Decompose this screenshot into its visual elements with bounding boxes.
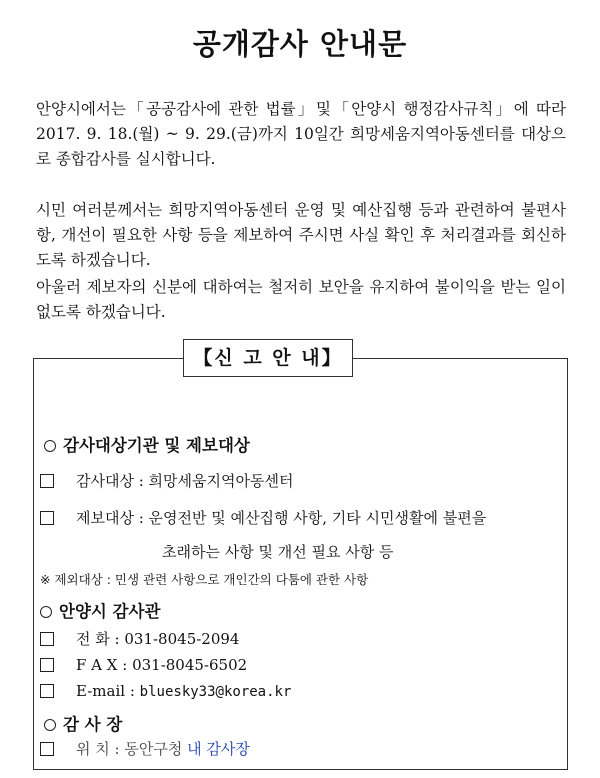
fax-label: F A X : bbox=[76, 656, 128, 674]
location-highlight: 내 감사장 bbox=[187, 740, 250, 758]
square-bullet-icon bbox=[40, 684, 54, 698]
square-bullet-icon bbox=[40, 742, 54, 756]
phone-label: 전 화 : bbox=[76, 630, 120, 648]
report-box-heading: 【신 고 안 내】 bbox=[183, 339, 353, 377]
circle-bullet-icon bbox=[44, 719, 56, 731]
square-bullet-icon bbox=[40, 658, 54, 672]
email-link[interactable]: bluesky33@korea.kr bbox=[139, 684, 292, 700]
list-item-fax bbox=[40, 656, 247, 674]
report-info-box bbox=[33, 358, 568, 770]
list-item-phone bbox=[40, 628, 239, 649]
circle-bullet-icon bbox=[44, 440, 56, 452]
privacy-paragraph: 아울러 제보자의 신분에 대하여는 철저히 보안을 유지하여 불이익을 받는 일이 없도록 하겠습니다. bbox=[36, 278, 566, 321]
square-bullet-icon bbox=[40, 632, 54, 646]
square-bullet-icon bbox=[40, 474, 54, 488]
exclusion-note: ※ 제외대상 : 민생 관련 사항으로 개인간의 다툼에 관한 사항 bbox=[40, 572, 369, 587]
list-item-email bbox=[40, 682, 291, 700]
circle-bullet-icon bbox=[40, 606, 52, 618]
email-label: E-mail : bbox=[76, 682, 135, 700]
section-audit-target bbox=[44, 432, 250, 456]
location-label: 위 치 : bbox=[76, 740, 120, 758]
section-title: 감사대상기관 및 제보대상 bbox=[63, 436, 250, 455]
square-bullet-icon bbox=[40, 511, 54, 525]
section-title: 감 사 장 bbox=[63, 715, 123, 734]
intro-paragraph: 안양시에서는「공공감사에 관한 법률」및「안양시 행정감사규칙」에 따라 2017. 9. 18.(월) ~ 9. 29.(금)까지 10일간 희망세움지역아동센터를 대상으로 종합감사를 실시합니다. bbox=[36, 100, 566, 168]
location-main: 동안구청 bbox=[124, 740, 183, 758]
phone-value: 031-8045-2094 bbox=[124, 630, 240, 648]
page-title: 공개감사 안내문 bbox=[192, 27, 408, 61]
section-title: 안양시 감사관 bbox=[59, 602, 161, 621]
list-item-location bbox=[40, 738, 250, 759]
section-audit-office bbox=[40, 598, 160, 622]
fax-value: 031-8045-6502 bbox=[132, 656, 248, 674]
request-paragraph: 시민 여러분께서는 희망지역아동센터 운영 및 예산집행 등과 관련하여 불편사항, 개선이 필요한 사항 등을 제보하여 주시면 사실 확인 후 처리결과를 회신하도록 하겠습니다. bbox=[36, 201, 566, 269]
list-item-audit-target: 감사대상 : 희망세움지역아동센터 bbox=[40, 470, 293, 491]
list-item-report-target: 제보대상 : 운영전반 및 예산집행 사항, 기타 시민생활에 불편을 bbox=[40, 507, 486, 528]
section-audit-room bbox=[44, 711, 122, 735]
report-target-continuation: 초래하는 사항 및 개선 필요 사항 등 bbox=[162, 543, 394, 561]
